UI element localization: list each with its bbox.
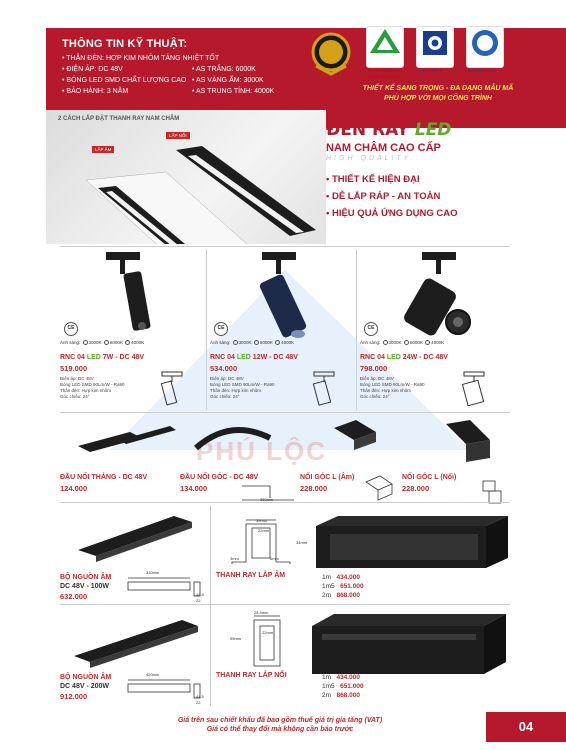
color-dot-icon: [125, 340, 130, 345]
track-lamp-7w-image: [96, 252, 156, 332]
cert-caption: ISO 9001:2015: [468, 68, 495, 73]
track-lamp-12w-image: [246, 252, 316, 342]
spec: Góc chiếu: 24°: [60, 394, 90, 399]
rail-name: THANH RAY LẮP NỔI: [216, 672, 287, 679]
code-suffix: 7W - DC 48V: [100, 354, 145, 361]
color-label: Ánh sáng:: [210, 340, 231, 345]
dimension-label: 22: [196, 700, 201, 705]
title-main: ĐÈN RAY: [326, 120, 409, 140]
color-temp-options: [360, 340, 444, 345]
rail-length: 2m: [322, 692, 332, 699]
spec: Góc chiếu: 24°: [360, 394, 390, 399]
color-dot-icon: [425, 340, 430, 345]
connector-name: NỐI GÓC L (Âm): [300, 474, 355, 481]
rail-price-row: [322, 683, 364, 690]
connector-price: 134.000: [180, 484, 208, 493]
divider: [60, 604, 510, 605]
spec: Bóng LED SMD 90Lm/W - Ra90: [60, 382, 125, 387]
dimension-label: 44.5: [196, 694, 204, 699]
iso-cert-icon: [467, 27, 503, 61]
watermark: PHÚ LỘC: [196, 436, 327, 466]
color-temp: 4000K: [131, 340, 145, 345]
connector-price: 228.000: [402, 484, 430, 493]
footer-note: [60, 716, 500, 734]
rail-length: 2m: [322, 592, 332, 599]
color-label: Ánh sáng:: [60, 340, 81, 345]
color-dot-icon: [275, 340, 280, 345]
footer-line: Giá có thể thay đổi mà không cần báo trước: [206, 726, 354, 733]
code-suffix: 12W - DC 48V: [250, 354, 298, 361]
spec: Thân đèn: Hợp kim nhôm: [210, 388, 261, 393]
lamp-diagram-icon: [310, 370, 340, 406]
color-dot-icon: [404, 340, 409, 345]
footer-line: Giá trên sau chiết khấu đã bao gồm thuế giá trị gia tăng (VAT): [177, 717, 383, 724]
color-temp-options: [60, 340, 144, 345]
spec-title: THÔNG TIN KỸ THUẬT:: [62, 38, 188, 50]
product-price: 798.000: [360, 364, 388, 373]
rail-price: 868.000: [336, 692, 360, 699]
color-temp: 6000K: [409, 340, 423, 345]
color-dot-icon: [104, 340, 109, 345]
l-connector-diagram-icon: [362, 474, 396, 504]
triangle-cert-icon: [367, 27, 403, 55]
rail-price: 434.000: [336, 574, 360, 581]
color-dot-icon: [233, 340, 238, 345]
slogan: [320, 84, 556, 104]
rail-price-row: [322, 674, 360, 681]
track-lamp-24w-image: [396, 252, 476, 342]
color-temp: 4000K: [281, 340, 295, 345]
ce-badge: CE: [364, 322, 378, 336]
ce-badge: CE: [214, 322, 228, 336]
power-supply-name: BỘ NGUỒN ÂM: [60, 574, 112, 581]
color-temp: 6000K: [109, 340, 123, 345]
product-specs: [360, 376, 425, 400]
product-price: 519.000: [60, 364, 88, 373]
color-temp: 3000K: [88, 340, 102, 345]
spec: Bóng LED SMD 90Lm/W - Ra90: [360, 382, 425, 387]
certification-card: [416, 26, 454, 68]
power-supply-200w-image: [64, 612, 204, 672]
rail-length: 1m5: [322, 583, 335, 590]
high-quality-label: HIGH QUALITY: [326, 155, 412, 162]
dimension-label: 420mm: [146, 672, 160, 677]
rail-price-row: [322, 692, 360, 699]
rail-price: 651.000: [340, 583, 364, 590]
connector-name: ĐẦU NỐI THẲNG - DC 48V: [60, 474, 148, 481]
dimension-label: 55mm: [230, 636, 242, 641]
dimension-label: 39mm: [256, 518, 268, 523]
feature-bullet: • HIỆU QUẢ ỨNG DỤNG CAO: [326, 208, 516, 219]
product-specs: [210, 376, 275, 400]
ce-badge: CE: [64, 322, 78, 336]
spec: Điện áp: DC 48V: [210, 376, 244, 381]
feature-bullet: • THIẾT KẾ HIỆN ĐẠI: [326, 174, 516, 185]
dimension-label: 22mm: [258, 528, 270, 533]
recessed-rail-section-diagram-icon: [226, 518, 306, 570]
dimension-label: 44.5: [196, 592, 204, 597]
slogan-line: THIẾT KẾ SANG TRỌNG - ĐA DẠNG MẪU MÃ: [362, 85, 514, 92]
spec-line: • BẢO HÀNH: 3 NĂM: [62, 88, 129, 95]
dimension-label: 22: [196, 598, 201, 603]
dimension-label: 330mm: [146, 570, 160, 575]
color-temp: 4000K: [431, 340, 445, 345]
product-code: [360, 354, 448, 361]
rail-price: 651.000: [340, 683, 364, 690]
l-connector-recessed-image: [330, 418, 380, 458]
dimension-label: 34mm: [296, 540, 308, 545]
connector-price: 124.000: [60, 484, 88, 493]
flush-mount-tag: LẮP ÂM: [92, 146, 114, 153]
dimension-label: 28.4mm: [254, 610, 269, 615]
rail-price: 434.000: [336, 674, 360, 681]
power-supply-price: 632.000: [60, 592, 88, 601]
spec: Góc chiếu: 24°: [210, 394, 240, 399]
rail-length: 1m5: [322, 683, 335, 690]
divider: [60, 502, 510, 503]
surface-rail-section-diagram-icon: [236, 612, 296, 670]
power-supply-spec: DC 48V - 200W: [60, 683, 110, 690]
connector-price: 228.000: [300, 484, 328, 493]
divider: [210, 506, 211, 706]
rail-price-row: [322, 574, 360, 581]
cert-caption: QUATEST 3: [420, 68, 442, 73]
lamp-diagram-icon: [460, 370, 490, 406]
divider: [60, 246, 510, 247]
code-prefix: RNC 04: [360, 354, 387, 361]
certification-card: [366, 26, 404, 68]
divider: [60, 412, 510, 413]
rail-name: THANH RAY LẮP ÂM: [216, 572, 286, 579]
code-led: LED: [386, 354, 401, 361]
code-suffix: 24W - DC 48V: [400, 354, 448, 361]
spec: Bóng LED SMD 90Lm/W - Ra90: [210, 382, 275, 387]
corner-connector-image: [190, 418, 290, 468]
certification-card: [466, 26, 504, 68]
cert-caption: TCVN 7722-2:2017: [368, 68, 403, 73]
spec-line: • BÓNG LED SMD CHẤT LƯỢNG CAO: [62, 77, 187, 84]
product-code: [60, 354, 144, 361]
product-title: [326, 120, 516, 140]
color-dot-icon: [383, 340, 388, 345]
color-label: Ánh sáng:: [360, 340, 381, 345]
spec-line: • AS VÀNG ẤM: 3000K: [192, 77, 264, 84]
recessed-rail-image: [310, 512, 510, 576]
product-title-block: [326, 120, 516, 219]
color-dot-icon: [254, 340, 259, 345]
power-supply-100w-image: [64, 510, 204, 570]
dimension-label: 350mm: [260, 497, 274, 502]
spec-line: • ĐIỆN ÁP: DC 48V: [62, 66, 123, 73]
cert-caption: TCVN 11844:2017: [368, 74, 401, 79]
spec-line: • AS TRẮNG: 6000K: [192, 66, 256, 73]
surface-mount-tag: LẮP NỔI: [166, 132, 190, 139]
power-supply-name: BỘ NGUỒN ÂM: [60, 674, 112, 681]
hero-image: [46, 110, 326, 244]
power-supply-diagram-icon: [124, 676, 204, 702]
quatest-icon: [417, 27, 453, 61]
spec-line: • AS TRUNG TÍNH: 4000K: [192, 88, 275, 95]
spec: Thân đèn: Hợp kim nhôm: [60, 388, 111, 393]
rail-price: 868.000: [336, 592, 360, 599]
connector-name: NỐI GÓC L (Nổi): [402, 474, 457, 481]
dimension-label: 3mm: [230, 556, 239, 561]
dimension-label: 22mm: [262, 630, 274, 635]
color-dot-icon: [83, 340, 88, 345]
code-prefix: RNC 04: [210, 354, 237, 361]
product-price: 534.000: [210, 364, 238, 373]
spec-line: • THÂN ĐÈN: HỢP KIM NHÔM TẢNG NHIỆT TỐT: [62, 55, 220, 62]
spec: Điện áp: DC 48V: [60, 376, 94, 381]
page-number: 04: [486, 712, 566, 742]
l-connector-surface-image: [440, 418, 500, 462]
rail-price-row: [322, 583, 364, 590]
title-led: LED: [414, 120, 452, 140]
rail-length: 1m: [322, 674, 332, 681]
code-prefix: RNC 04: [60, 354, 87, 361]
award-seal-icon: [304, 30, 358, 80]
code-led: LED: [236, 354, 251, 361]
connector-name: ĐẦU NỐI GÓC - DC 48V: [180, 474, 259, 481]
product-specs: [60, 376, 125, 400]
product-subtitle: NAM CHÂM CAO CẤP: [326, 142, 441, 154]
color-temp: 3000K: [238, 340, 252, 345]
surface-rail-image: [306, 610, 510, 680]
code-led: LED: [86, 354, 101, 361]
feature-bullet: • DỄ LẮP RÁP - AN TOÀN: [326, 191, 516, 202]
rail-price-row: [322, 592, 360, 599]
slogan-line: PHÙ HỢP VỚI MỌI CÔNG TRÌNH: [384, 95, 492, 102]
power-supply-spec: DC 48V - 100W: [60, 583, 110, 590]
color-temp: 6000K: [259, 340, 273, 345]
color-temp: 3000K: [388, 340, 402, 345]
straight-connector-image: [70, 420, 180, 460]
power-supply-price: 912.000: [60, 692, 88, 701]
product-code: [210, 354, 298, 361]
rail-length: 1m: [322, 574, 332, 581]
color-temp-options: [210, 340, 294, 345]
lamp-diagram-icon: [158, 370, 188, 406]
power-supply-diagram-icon: [124, 574, 204, 600]
spec: Thân đèn: Hợp kim nhôm: [360, 388, 411, 393]
spec: Điện áp: DC 48V: [360, 376, 394, 381]
dimension-label: 6mm: [270, 556, 279, 561]
hero-caption: 2 CÁCH LẮP ĐẶT THANH RAY NAM CHÂM: [58, 116, 180, 122]
